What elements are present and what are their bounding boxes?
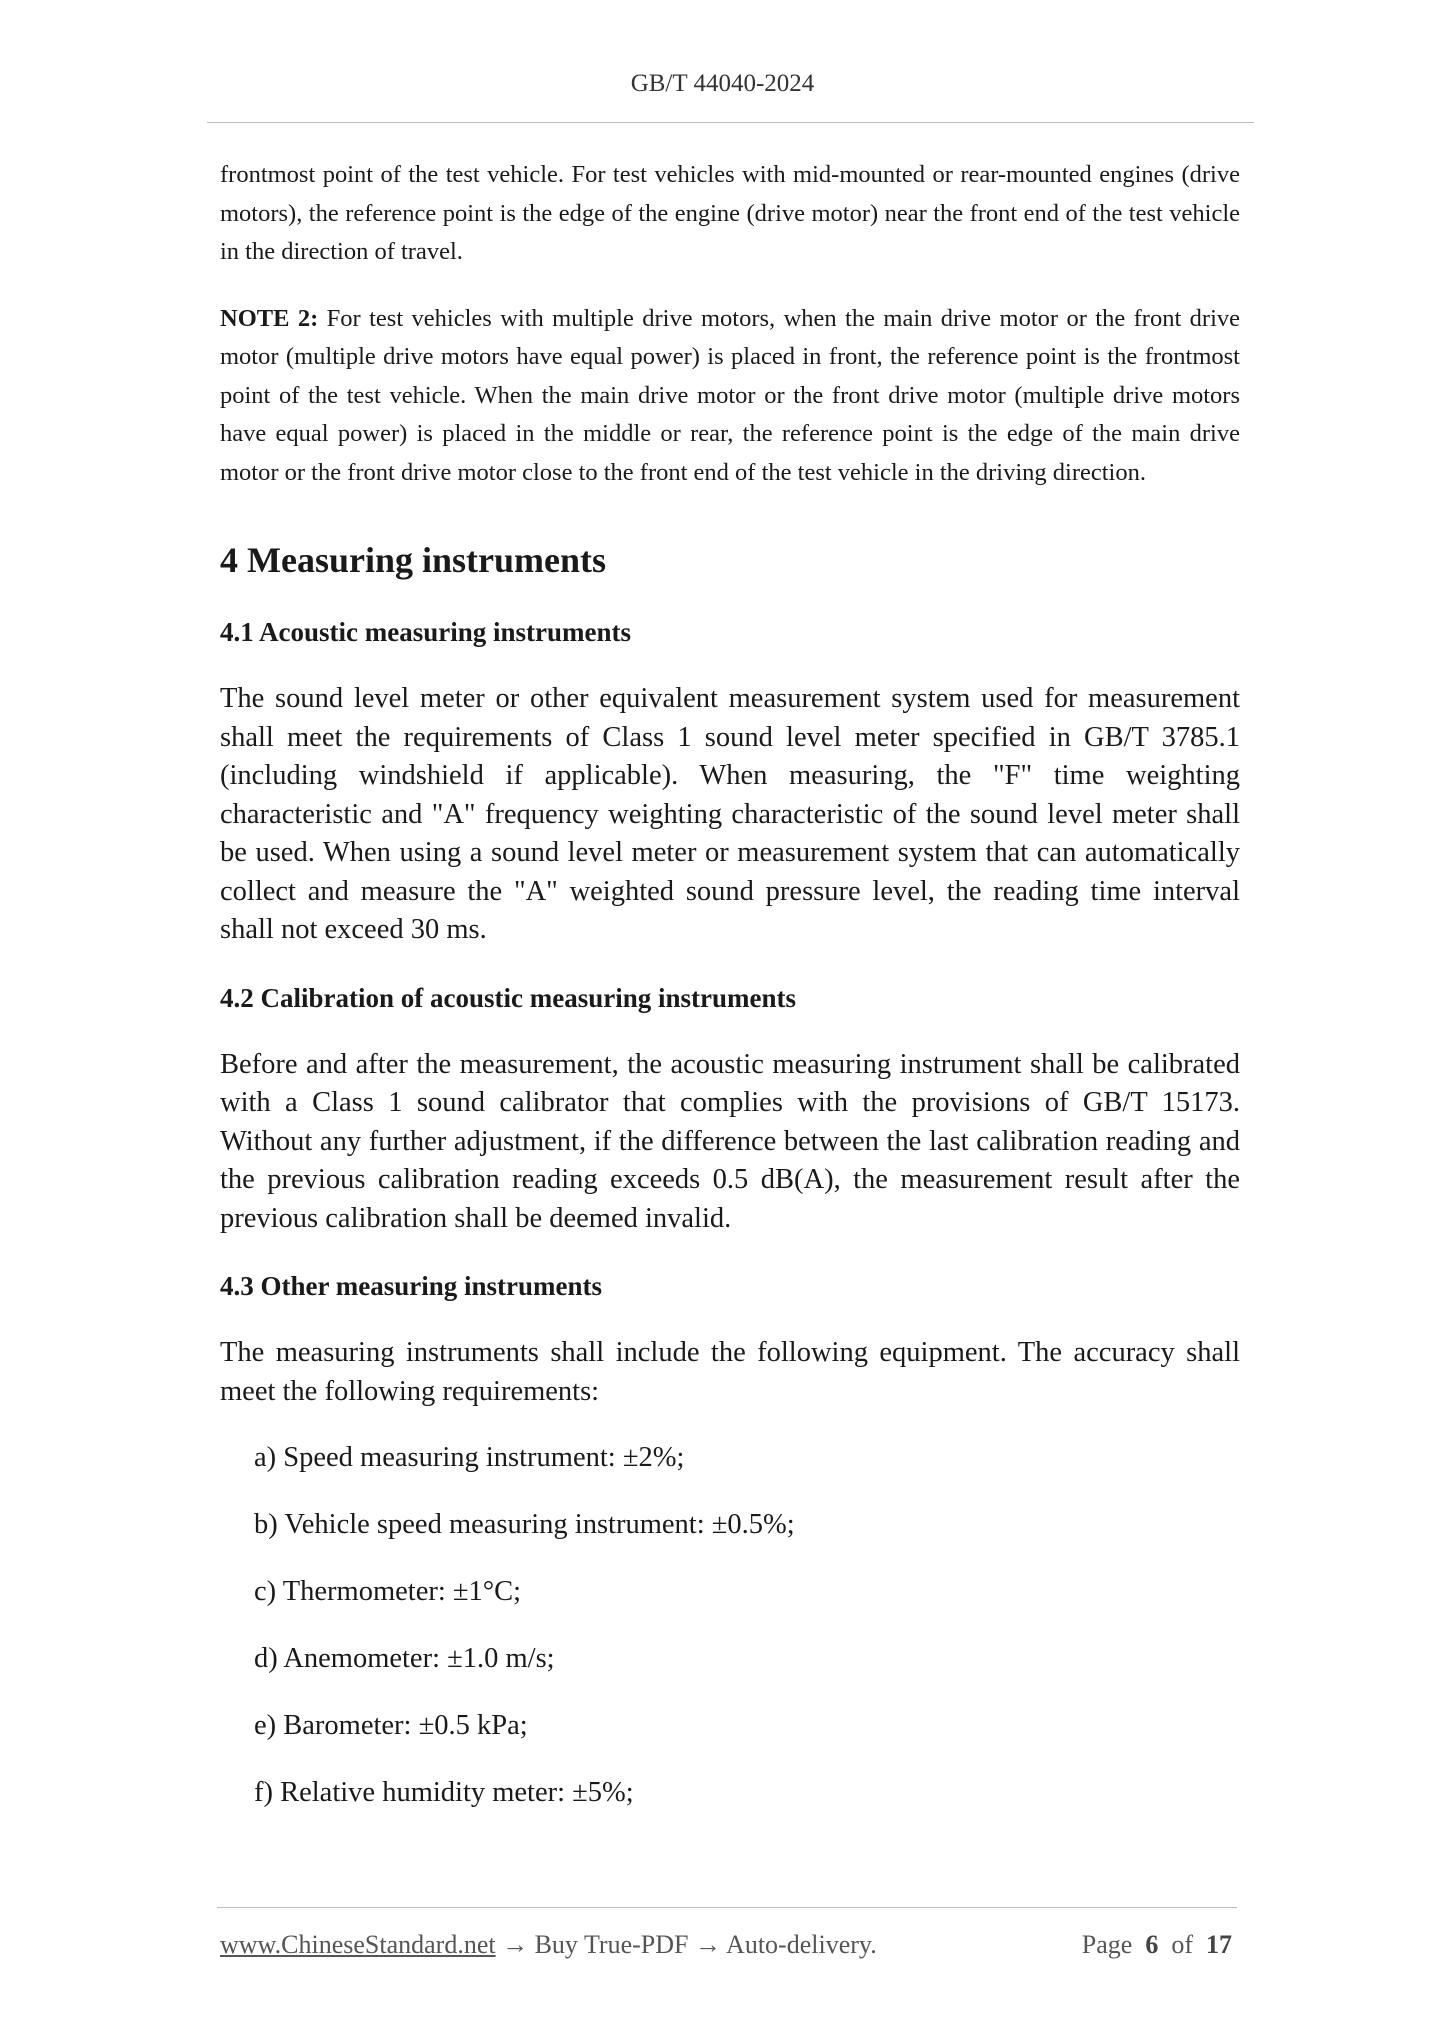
instrument-list	[220, 1439, 1240, 1812]
section-4-2-heading: 4.2 Calibration of acoustic measuring instruments	[220, 982, 796, 1013]
list-item: c) Thermometer: ±1°C;	[254, 1576, 522, 1607]
list-item: d) Anemometer: ±1.0 m/s;	[254, 1643, 555, 1674]
note-2	[220, 300, 1240, 493]
page-number	[1082, 1930, 1232, 1960]
section-4-2-text: Before and after the measurement, the acoustic measuring instrument shall be calibrated with a Class 1 sound calibrator that complies with the provisions of GB/T 15173. Without any further adjustment, if the difference between the last calibration reading and the previous calibration reading exceeds 0.5 dB(A), the measurement result after the previous calibration shall be deemed invalid.	[220, 1048, 1240, 1234]
section-4-3-text: The measuring instruments shall include the following equipment. The accuracy shall meet the following requirements:	[220, 1337, 1240, 1407]
of-word: of	[1171, 1930, 1193, 1959]
section-4-3-heading: 4.3 Other measuring instruments	[220, 1271, 602, 1301]
page-content	[220, 156, 1240, 1812]
document-header: GB/T 44040-2024	[630, 70, 815, 97]
list-item: b) Vehicle speed measuring instrument: ±0.5%;	[254, 1509, 795, 1540]
footer-promo	[220, 1930, 877, 1960]
header-divider	[207, 122, 1254, 123]
note-2-label: NOTE 2:	[220, 304, 319, 332]
list-item: a) Speed measuring instrument: ±2%;	[254, 1442, 685, 1473]
total-pages: 17	[1206, 1930, 1232, 1959]
footer-tagline: → Buy True-PDF → Auto-delivery.	[495, 1930, 877, 1959]
current-page: 6	[1145, 1930, 1159, 1959]
list-item: f) Relative humidity meter: ±5%;	[254, 1777, 634, 1808]
list-item: e) Barometer: ±0.5 kPa;	[254, 1710, 528, 1741]
footer-divider	[217, 1907, 1237, 1908]
site-link[interactable]: www.ChineseStandard.net	[220, 1930, 496, 1959]
section-4-1-text: The sound level meter or other equivalent measurement system used for measurement shall meet the requirements of Class 1 sound level meter specified in GB/T 3785.1 (including windshield if applicable). When measuring, the "F" time weighting characteristic and "A" frequency weighting characteristic of the sound level meter shall be used. When using a sound level meter or measurement system that can automatically collect and measure the "A" weighted sound pressure level, the reading time interval shall not exceed 30 ms.	[220, 683, 1240, 945]
section-4-1-heading: 4.1 Acoustic measuring instruments	[220, 617, 631, 647]
continued-paragraph: frontmost point of the test vehicle. For test vehicles with mid-mounted or rear-mounted engines (drive motors), the reference point is the edge of the engine (drive motor) near the front end of the test vehicle in the direction of travel.	[220, 161, 1240, 265]
note-2-text: For test vehicles with multiple drive motors, when the main drive motor or the front drive motor (multiple drive motors have equal power) is placed in front, the reference point is the frontmost point of the test vehicle. When the main drive motor or the front drive motor (multiple drive motors have equal power) is placed in the middle or rear, the reference point is the edge of the main drive motor or the front drive motor close to the front end of the test vehicle in the driving direction.	[220, 304, 1240, 486]
section-4-heading: 4 Measuring instruments	[220, 540, 606, 580]
page-word: Page	[1081, 1930, 1133, 1959]
